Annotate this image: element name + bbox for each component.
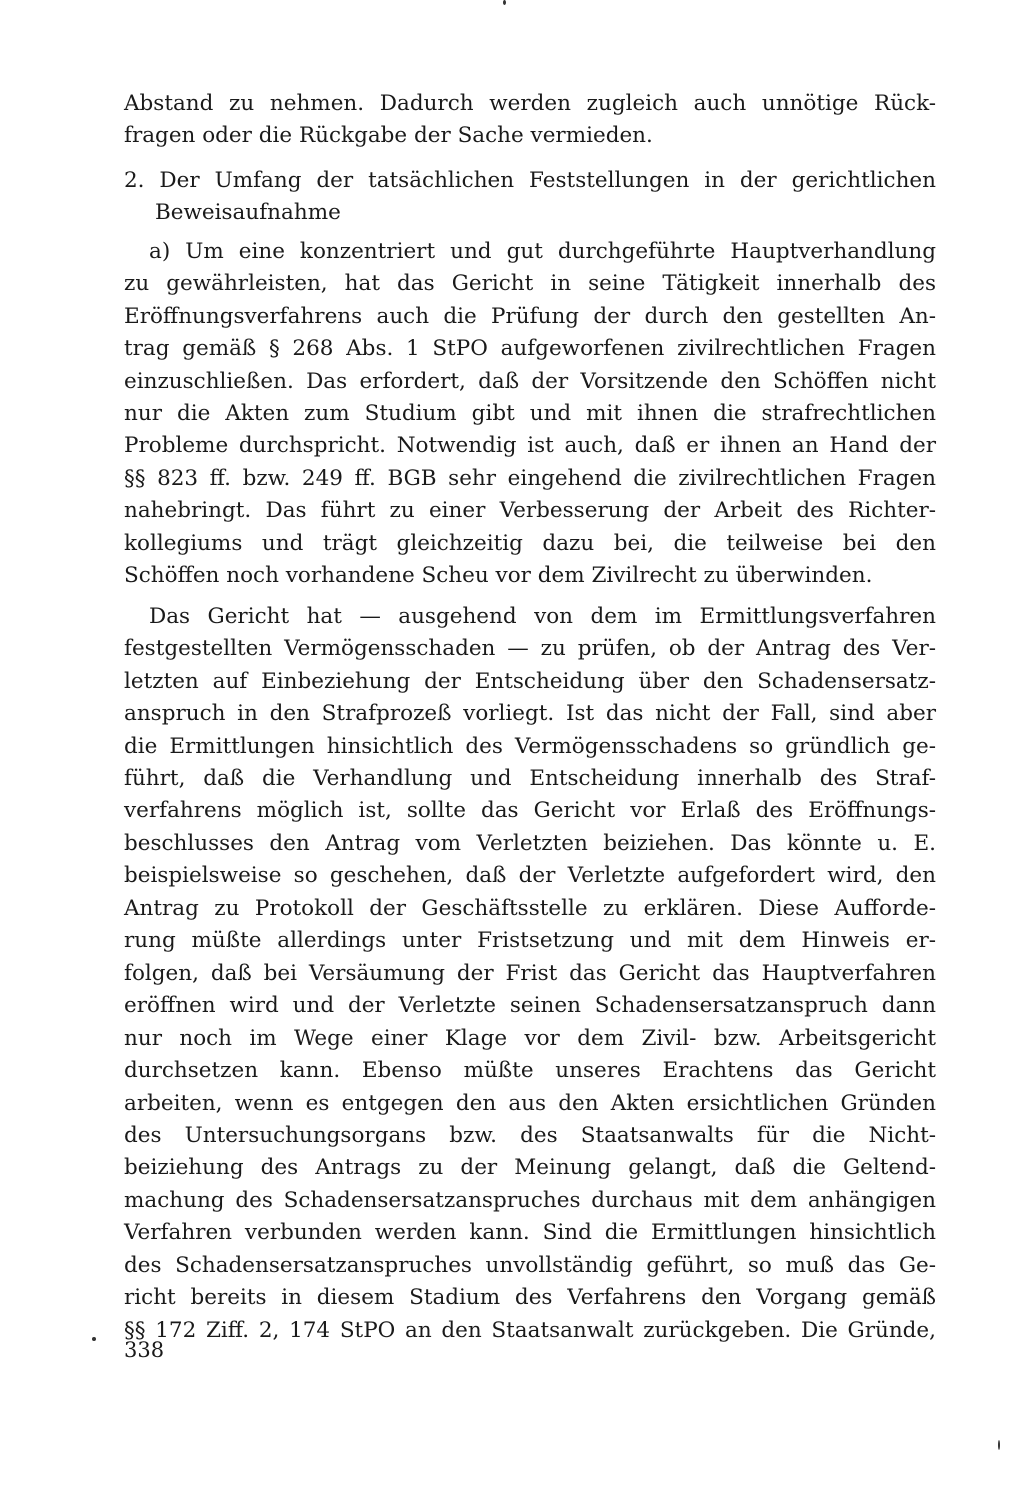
text-line: Schöffen noch vorhandene Scheu vor dem Zivilrecht zu überwinden. xyxy=(124,563,873,588)
text-line: Verfahren verbunden werden kann. Sind die Ermittlungen hinsichtlich xyxy=(124,1220,936,1245)
text-line: rung müßte allerdings unter Fristsetzung und mit dem Hinweis er- xyxy=(124,928,936,953)
text-line: nur noch im Wege einer Klage vor dem Zivil- bzw. Arbeitsgericht xyxy=(124,1026,936,1051)
text-line: trag gemäß § 268 Abs. 1 StPO aufgeworfenen zivilrechtlichen Fragen xyxy=(124,336,936,361)
text-line: kollegiums und trägt gleichzeitig dazu bei, die teilweise bei den xyxy=(124,531,936,556)
text-line: a) Um eine konzentriert und gut durchgeführte Hauptverhandlung xyxy=(149,239,936,264)
text-line: nahebringt. Das führt zu einer Verbesserung der Arbeit des Richter- xyxy=(124,498,936,523)
text-line: nur die Akten zum Studium gibt und mit ihnen die strafrechtlichen xyxy=(124,401,936,426)
text-line: Abstand zu nehmen. Dadurch werden zugleich auch unnötige Rück- xyxy=(124,91,936,116)
text-line: des Untersuchungsorgans bzw. des Staatsanwalts für die Nicht- xyxy=(124,1123,936,1148)
text-line: durchsetzen kann. Ebenso müßte unseres Erachtens das Gericht xyxy=(124,1058,936,1083)
text-line: beschlusses den Antrag vom Verletzten beiziehen. Das könnte u. E. xyxy=(124,831,936,856)
text-line: Das Gericht hat — ausgehend von dem im Ermittlungsverfahren xyxy=(149,604,936,629)
text-line: arbeiten, wenn es entgegen den aus den Akten ersichtlichen Gründen xyxy=(124,1091,936,1116)
text-line: Beweisaufnahme xyxy=(155,200,341,225)
text-line: festgestellten Vermögensschaden — zu prüfen, ob der Antrag des Ver- xyxy=(124,636,936,661)
text-line: §§ 823 ff. bzw. 249 ff. BGB sehr eingehend die zivilrechtlichen Fragen xyxy=(124,466,936,491)
text-line: Eröffnungsverfahrens auch die Prüfung der durch den gestellten An- xyxy=(124,304,936,329)
text-line: anspruch in den Strafprozeß vorliegt. Ist das nicht der Fall, sind aber xyxy=(124,701,936,726)
scan-speck xyxy=(998,1440,1000,1450)
text-line: verfahrens möglich ist, sollte das Gericht vor Erlaß des Eröffnungs- xyxy=(124,798,936,823)
scan-speck xyxy=(92,1337,96,1341)
text-line: richt bereits in diesem Stadium des Verfahrens den Vorgang gemäß xyxy=(124,1285,936,1310)
text-line: Antrag zu Protokoll der Geschäftsstelle zu erklären. Diese Aufforde- xyxy=(124,896,936,921)
text-line: machung des Schadensersatzanspruches durchaus mit dem anhängigen xyxy=(124,1188,936,1213)
text-line: beispielsweise so geschehen, daß der Verletzte aufgefordert wird, den xyxy=(124,863,936,888)
text-line: einzuschließen. Das erfordert, daß der Vorsitzende den Schöffen nicht xyxy=(124,369,936,394)
text-line: fragen oder die Rückgabe der Sache vermieden. xyxy=(124,123,653,148)
scan-speck xyxy=(503,0,506,5)
text-line: letzten auf Einbeziehung der Entscheidung über den Schadensersatz- xyxy=(124,669,936,694)
text-line: des Schadensersatzanspruches unvollständig geführt, so muß das Ge- xyxy=(124,1253,936,1278)
text-line: Probleme durchspricht. Notwendig ist auch, daß er ihnen an Hand der xyxy=(124,433,936,458)
text-line: die Ermittlungen hinsichtlich des Vermögensschadens so gründlich ge- xyxy=(124,734,936,759)
text-line: zu gewährleisten, hat das Gericht in seine Tätigkeit innerhalb des xyxy=(124,271,936,296)
text-line: beiziehung des Antrags zu der Meinung gelangt, daß die Geltend- xyxy=(124,1155,936,1180)
text-line: führt, daß die Verhandlung und Entscheidung innerhalb des Straf- xyxy=(124,766,936,791)
page-number: 338 xyxy=(124,1338,165,1362)
text-line: §§ 172 Ziff. 2, 174 StPO an den Staatsanwalt zurückgeben. Die Gründe, xyxy=(124,1318,936,1343)
text-line: 2. Der Umfang der tatsächlichen Feststellungen in der gerichtlichen xyxy=(124,168,936,193)
text-line: folgen, daß bei Versäumung der Frist das Gericht das Hauptverfahren xyxy=(124,961,936,986)
text-line: eröffnen wird und der Verletzte seinen Schadensersatzanspruch dann xyxy=(124,993,936,1018)
